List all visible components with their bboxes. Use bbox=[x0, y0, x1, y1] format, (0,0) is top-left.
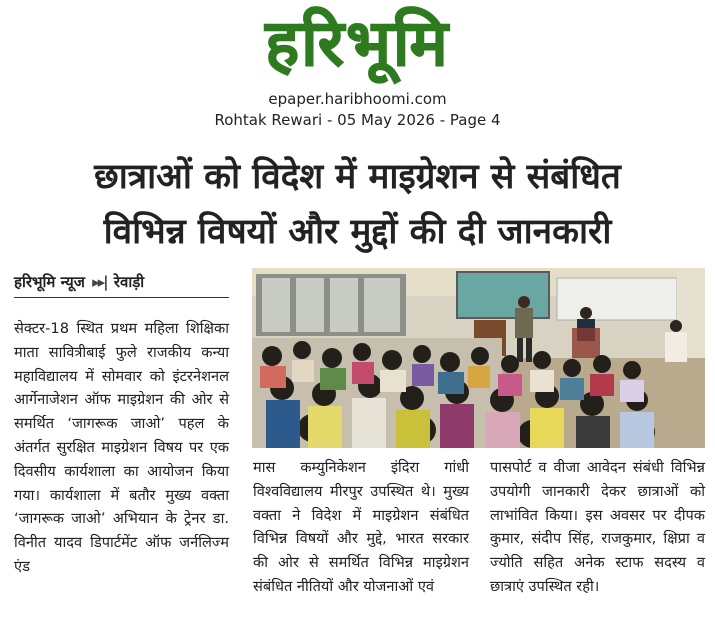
site-url[interactable]: epaper.haribhoomi.com bbox=[268, 90, 447, 108]
article-column-3: पासपोर्ट व वीजा आवेदन संबंधी विभिन्न उपयोगी जानकारी देकर छात्राओं को लाभांवित किया। इस अवसर पर दीपक कुमार, संदीप सिंह, राजकुमार, क्षिप्रा व ज्योति सहित अनेक स्टाफ सदस्य व छात्राएं उपस्थित रही। bbox=[490, 459, 705, 595]
byline-place: रेवाड़ी bbox=[113, 273, 145, 291]
haribhoomi-logo: हरिभूमि bbox=[265, 7, 450, 81]
byline bbox=[14, 272, 229, 298]
edition-line: Rohtak Rewari - 05 May 2026 - Page 4 bbox=[214, 111, 501, 129]
byline-arrows-icon: ▸▸| bbox=[92, 273, 107, 291]
classroom-photo bbox=[252, 268, 705, 448]
article-headline bbox=[10, 150, 705, 260]
headline-line-2: विभिन्न विषयों और मुद्दों की दी जानकारी bbox=[103, 212, 612, 252]
byline-source: हरिभूमि न्यूज bbox=[14, 273, 85, 291]
headline-line-1: छात्राओं को विदेश में माइग्रेशन से संबंधित bbox=[94, 157, 621, 197]
article-column-2: मास कम्युनिकेशन इंदिरा गांधी विश्वविद्यालय मीरपुर उपस्थित थे। मुख्य वक्ता ने विदेश में माइग्रेशन संबंधित विभिन्न विषयों और मुद्दे, भारत सरकार की ओर से समर्थित विभिन्न माइग्रेशन संबंधित नीतियों और योजनाओं एवं bbox=[253, 459, 469, 595]
masthead bbox=[0, 4, 715, 84]
article-column-1: सेक्टर-18 स्थित प्रथम महिला शिक्षिका माता सावित्रीबाई फुले राजकीय कन्या महाविद्यालय में सोमवार को इंटरनेशनल आर्गेनाजेशन ऑफ माइग्रेशन की ओर से समर्थित ‘जागरूक जाओ’ पहल के अंतर्गत सुरक्षित माइग्रेशन विषय पर एक दिवसीय कार्यशाला का आयोजन किया गया। कार्यशाला में बतौर मुख्य वक्ता ‘जागरूक जाओ’ अभियान के ट्रेनर डा. विनीत यादव डिपार्टमेंट ऑफ जर्नलिज्म एंड bbox=[14, 320, 229, 575]
